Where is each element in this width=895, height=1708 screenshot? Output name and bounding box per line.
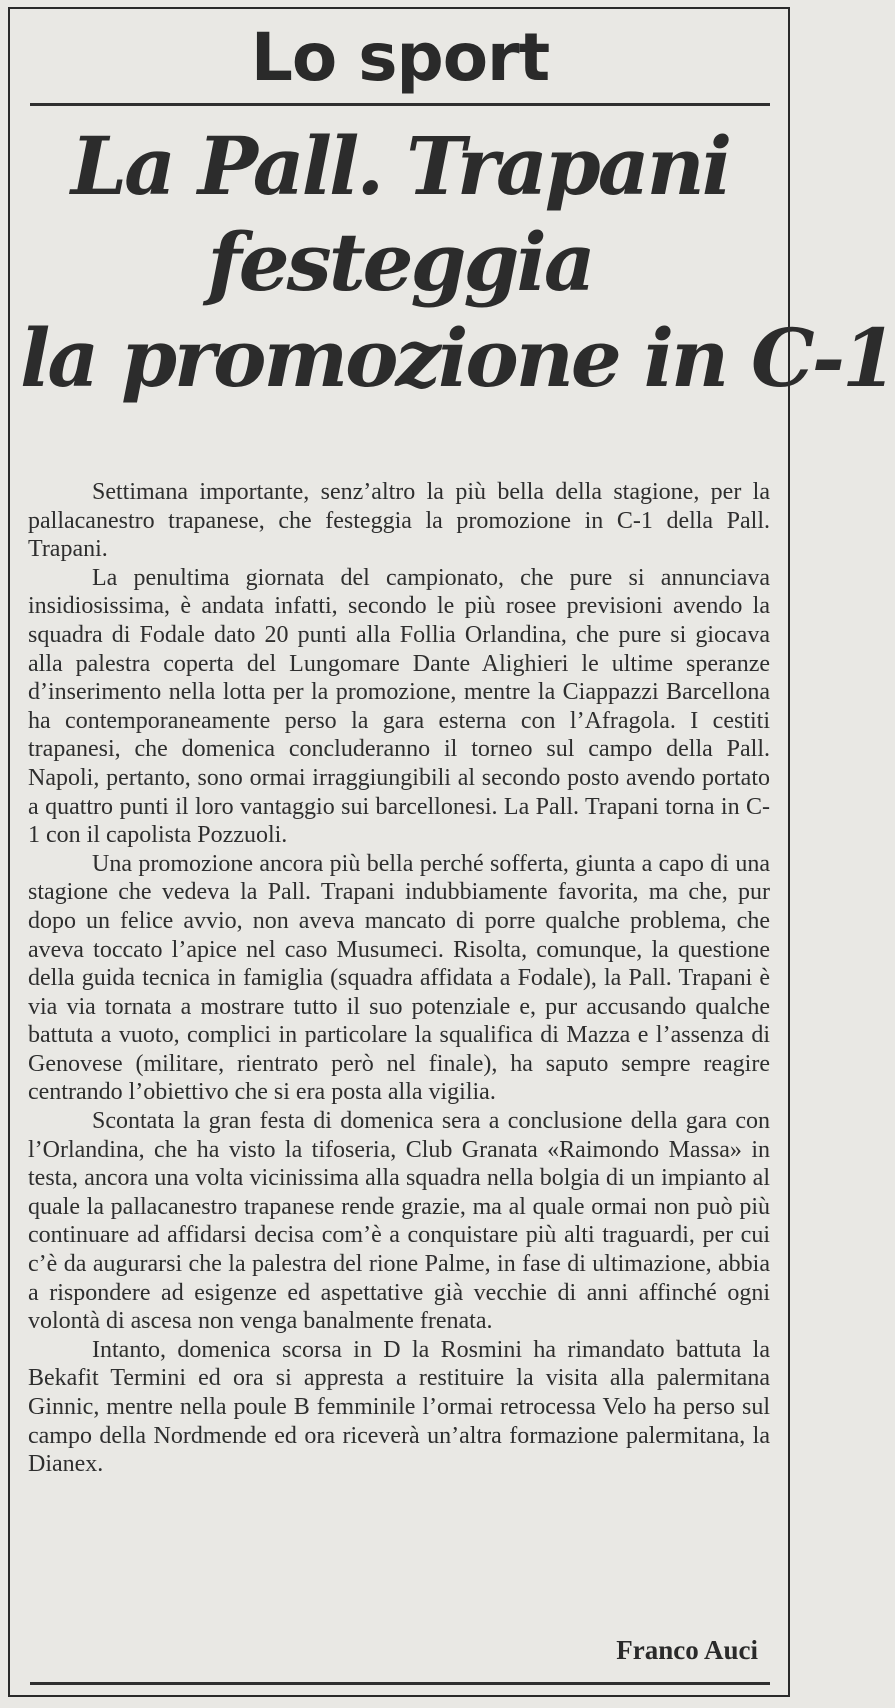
section-title: Lo sport (250, 19, 550, 96)
section-divider (30, 103, 770, 106)
bottom-divider (30, 1682, 770, 1685)
article-paragraph: La penultima giornata del campionato, che pure si annunciava insidiosissima, è andata infatti, secondo le più rosee previsioni avendo la squadra di Fodale dato 20 punti alla Follia Orlandina, che pure si giocava alla palestra coperta del Lungomare Dante Alighieri le ultime speranze d’inserimento nella lotta per la promozione, mentre la Ciappazzi Barcellona ha contemporaneamente perso la gara esterna con l’Afragola. I cestiti trapanesi, che domenica concluderanno il torneo sul campo della Pall. Napoli, pertanto, sono ormai irraggiungibili al secondo posto avendo portato a quattro punti il loro vantaggio sui barcellonesi. La Pall. Trapani torna in C-1 con il capolista Pozzuoli. (28, 564, 770, 849)
article-paragraph: Intanto, domenica scorsa in D la Rosmini ha rimandato battuta la Bekafit Termini ed ora si appresta a restituire la visita alla palermitana Ginnic, mentre nella poule B femminile l’ormai retrocessa Velo ha perso sul campo della Nordmende ed ora riceverà un’altra formazione palermitana, la Dianex. (28, 1336, 770, 1478)
headline (20, 118, 895, 406)
article-paragraph: Scontata la gran festa di domenica sera a conclusione della gara con l’Orlandina, che ha visto la tifoseria, Club Granata «Raimondo Massa» in testa, ancora una volta vicinissima alla squadra nella bolgia di un impianto al quale la pallacanestro trapanese rende grazie, ma al quale ormai non può più continuare ad affidarsi decisa com’è a conquistare più alti traguardi, per cui c’è da augurarsi che la palestra del rione Palme, in fase di ultimazione, abbia a rispondere ad esigenze ed aspettative già vecchie di anni affinché ogni volontà di ascesa non venga banalmente frenata. (28, 1108, 770, 1335)
article-body (28, 478, 770, 1479)
headline-line-1: La Pall. Trapani (70, 119, 730, 213)
article-paragraph: Una promozione ancora più bella perché sofferta, giunta a capo di una stagione che vedeva la Pall. Trapani indubbiamente favorita, ma che, pur dopo un felice avvio, non aveva mancato di porre qualche problema, che aveva toccato l’apice nel caso Musumeci. Risolta, comunque, la questione della guida tecnica in famiglia (squadra affidata a Fodale), la Pall. Trapani è via via tornata a mostrare tutto il suo potenziale e, pur accusando qualche battuta a vuoto, complici in particolare la squalifica di Mazza e l’assenza di Genovese (militare, rientrato però nel finale), ha saputo sempre reagire centrando l’obiettivo che si era posta alla vigilia. (28, 850, 770, 1106)
headline-line-2: festeggia (207, 215, 593, 309)
byline: Franco Auci (616, 1635, 758, 1665)
article-paragraph: Settimana importante, senz’altro la più bella della stagione, per la pallacanestro trapanese, che festeggia la promozione in C-1 della Pall. Trapani. (28, 479, 770, 563)
headline-line-3: la promozione in C-1 (20, 311, 895, 405)
